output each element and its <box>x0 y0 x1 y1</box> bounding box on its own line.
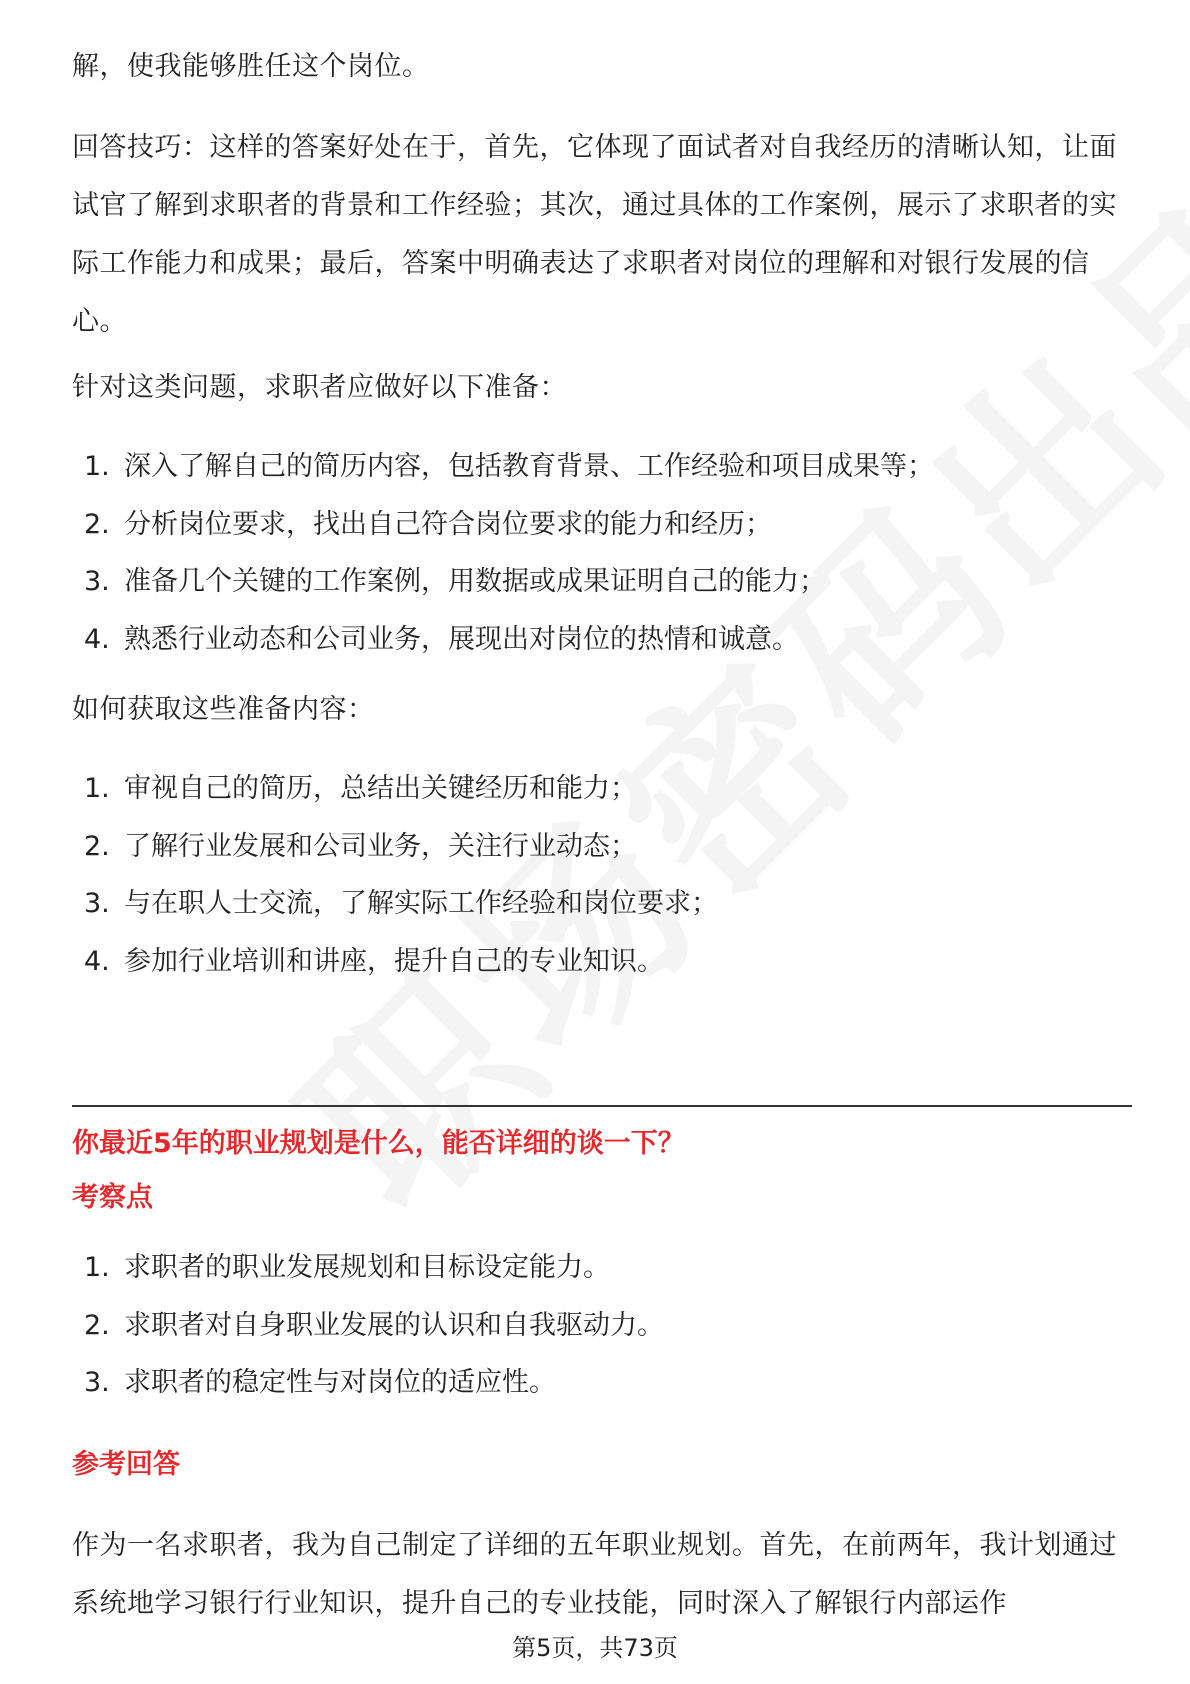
list-number: 1. <box>84 773 110 804</box>
question-title: 你最近5年的职业规划是什么，能否详细的谈一下？ <box>72 1128 685 1159</box>
list-item <box>84 553 1124 611</box>
list-item <box>84 818 1124 876</box>
paragraph-answer: 作为一名求职者，我为自己制定了详细的五年职业规划。首先，在前两年，我计划通过系统地学习银行行业知识，提升自己的专业技能，同时深入了解银行内部运作 <box>72 1530 1117 1619</box>
list-number: 1. <box>84 451 110 482</box>
list-item <box>84 496 1124 554</box>
paragraph-tips: 回答技巧：这样的答案好处在于，首先，它体现了面试者对自我经历的清晰认知，让面试官了解到求职者的背景和工作经验；其次，通过具体的工作案例，展示了求职者的实际工作能力和成果；最后，答案中明确表达了求职者对岗位的理解和对银行发展的信心。 <box>72 132 1117 337</box>
list-text: 分析岗位要求，找出自己符合岗位要求的能力和经历； <box>124 508 772 540</box>
paragraph-prepare: 针对这类问题，求职者应做好以下准备： <box>72 372 567 403</box>
paragraph-intro-end: 解，使我能够胜任这个岗位。 <box>72 51 430 82</box>
list-text: 与在职人士交流，了解实际工作经验和岗位要求； <box>124 888 718 919</box>
page-footer: 第5页，共73页 <box>512 1634 678 1662</box>
section-divider <box>72 1105 1132 1107</box>
list-text: 求职者的稳定性与对岗位的适应性。 <box>124 1367 556 1398</box>
list-number: 3. <box>84 566 110 597</box>
list-text: 审视自己的简历，总结出关键经历和能力； <box>124 773 637 804</box>
list-item <box>84 760 1124 818</box>
list-number: 2. <box>84 1309 110 1341</box>
list-item <box>84 875 1124 933</box>
heading-points: 考察点 <box>72 1182 153 1213</box>
heading-answer: 参考回答 <box>72 1449 180 1480</box>
list-number: 2. <box>84 508 110 540</box>
points-list <box>84 1239 1124 1412</box>
list-text: 熟悉行业动态和公司业务，展现出对岗位的热情和诚意。 <box>124 623 799 655</box>
list-number: 4. <box>84 945 110 977</box>
how-list <box>84 760 1124 990</box>
list-number: 2. <box>84 830 110 862</box>
list-number: 3. <box>84 888 110 919</box>
list-number: 1. <box>84 1252 110 1283</box>
list-item <box>84 1239 1124 1297</box>
list-item <box>84 611 1124 669</box>
list-text: 了解行业发展和公司业务，关注行业动态； <box>124 830 637 862</box>
list-text: 深入了解自己的简历内容，包括教育背景、工作经验和项目成果等； <box>124 451 934 482</box>
document-page <box>72 0 1132 1684</box>
list-number: 3. <box>84 1367 110 1398</box>
list-number: 4. <box>84 623 110 655</box>
paragraph-how: 如何获取这些准备内容： <box>72 694 375 725</box>
list-text: 求职者的职业发展规划和目标设定能力。 <box>124 1252 610 1283</box>
list-item <box>84 438 1124 496</box>
list-item <box>84 933 1124 991</box>
list-text: 准备几个关键的工作案例，用数据或成果证明自己的能力； <box>124 566 826 597</box>
list-item <box>84 1354 1124 1412</box>
list-text: 求职者对自身职业发展的认识和自我驱动力。 <box>124 1309 664 1341</box>
list-item <box>84 1297 1124 1355</box>
list-text: 参加行业培训和讲座，提升自己的专业知识。 <box>124 945 664 977</box>
prepare-list <box>84 438 1124 668</box>
